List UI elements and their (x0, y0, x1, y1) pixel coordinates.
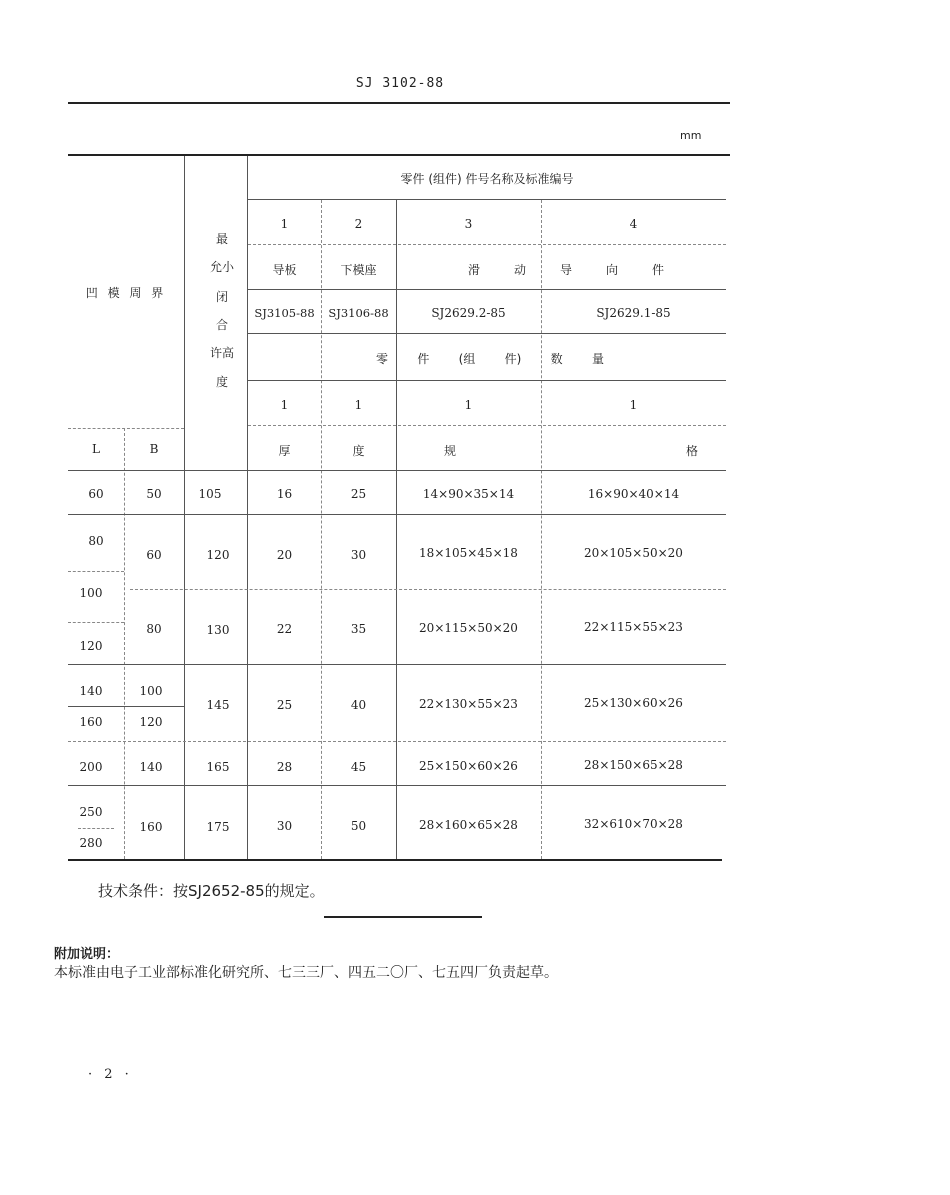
hline-250-280 (78, 828, 114, 829)
row4-s3: 20×115×50×20 (419, 621, 518, 635)
row5-B: 100 (139, 684, 163, 698)
row5-d: 40 (350, 698, 367, 712)
row8-L: 250 (79, 805, 103, 819)
row5-t: 25 (276, 698, 293, 712)
row8-d: 50 (350, 819, 367, 833)
row2-s4: 20×105×50×20 (584, 546, 683, 560)
row7-B: 140 (139, 760, 163, 774)
hline-under-perimeter (68, 428, 184, 429)
row5-H: 145 (206, 698, 230, 712)
hline-under-std (248, 333, 726, 334)
additional-notes-text: 本标准由电子工业部标准化研究所、七三三厂、四五二〇厂、七五四厂负责起草。 (54, 965, 558, 981)
table-bottom-rule (68, 859, 722, 861)
part-name-char: 导 (559, 263, 572, 277)
row1-s3: 14×90×35×14 (422, 487, 515, 501)
min-height-line-4: 合 (215, 318, 228, 332)
row7-t: 28 (276, 760, 293, 774)
subheader-L: L (92, 442, 100, 456)
hline-row5 (68, 785, 726, 786)
die-perimeter-header: 凹 模 周 界 (85, 286, 167, 300)
hline-100-120 (68, 622, 124, 623)
row3-L: 100 (79, 586, 103, 600)
hline-80-100 (68, 571, 124, 572)
part-name-char: 件 (651, 263, 664, 277)
row8-s4: 32×610×70×28 (584, 817, 683, 831)
part-number-3: 3 (464, 217, 473, 231)
row7-d: 45 (350, 760, 367, 774)
quantity-4: 1 (629, 398, 638, 412)
subheader-spec-left: 规 (443, 444, 456, 458)
row6-L: 160 (79, 715, 103, 729)
subheader-degree: 度 (352, 444, 365, 458)
row6-B: 120 (139, 715, 163, 729)
hline-row1 (68, 514, 726, 515)
row7-s3: 25×150×60×26 (419, 759, 518, 773)
row8-t: 30 (276, 819, 293, 833)
hline-row4 (68, 741, 726, 742)
hline-under-qty (248, 425, 726, 426)
table-top-rule (68, 154, 730, 156)
part-name-char: 向 (605, 263, 618, 277)
quantity-1: 1 (280, 398, 289, 412)
additional-notes-title: 附加说明： (54, 947, 120, 962)
quantity-title-part: 量 (591, 352, 604, 366)
row5-s4: 25×130×60×26 (584, 696, 683, 710)
hline-under-title (248, 199, 726, 200)
tech-conditions-note: 技术条件：按SJ2652-85的规定。 (98, 882, 325, 900)
quantity-title-part: (组 (458, 352, 476, 366)
hline-140-160 (68, 706, 184, 707)
page-number: · 2 · (88, 1067, 133, 1082)
part-name-1: 导板 (272, 263, 297, 277)
hline-row3 (68, 664, 726, 665)
subheader-B: B (149, 442, 159, 456)
row4-s4: 22×115×55×23 (584, 620, 683, 634)
standard-code: SJ 3102-88 (355, 76, 445, 91)
quantity-title-part: 件) (504, 352, 522, 366)
min-height-line-2: 允小 (209, 260, 234, 274)
row4-t: 22 (276, 622, 293, 636)
row7-s4: 28×150×65×28 (584, 758, 683, 772)
hline-under-qty-title (248, 380, 726, 381)
hline-under-names (248, 289, 726, 290)
min-height-line-5: 许高 (209, 346, 234, 360)
quantity-title-part: 零 (376, 352, 389, 366)
row1-d: 25 (350, 487, 367, 501)
row4-L: 120 (79, 639, 103, 653)
min-height-line-6: 度 (215, 375, 228, 389)
row2-B: 60 (146, 548, 162, 562)
quantity-3: 1 (464, 398, 473, 412)
row9-L: 280 (79, 836, 103, 850)
min-height-line-3: 闭 (215, 290, 228, 304)
std-number-3: SJ2629.2-85 (431, 306, 506, 320)
row7-H: 165 (206, 760, 230, 774)
part-number-1: 1 (280, 217, 289, 231)
row8-H: 175 (206, 820, 230, 834)
row8-B: 160 (139, 820, 163, 834)
part-name-2: 下模座 (340, 263, 377, 277)
row8-s3: 28×160×65×28 (419, 818, 518, 832)
row2-L: 80 (88, 534, 104, 548)
std-number-1: SJ3105-88 (254, 306, 315, 320)
std-number-2: SJ3106-88 (328, 306, 389, 320)
row5-L: 140 (79, 684, 103, 698)
row1-L: 60 (88, 487, 104, 501)
note-divider (324, 916, 482, 918)
row4-H: 130 (206, 623, 230, 637)
std-number-4: SJ2629.1-85 (596, 306, 671, 320)
row2-d: 30 (350, 548, 367, 562)
quantity-title-part: 件 (417, 352, 430, 366)
part-number-2: 2 (354, 217, 363, 231)
row7-L: 200 (79, 760, 103, 774)
subheader-thickness: 厚 (278, 444, 291, 458)
hline-under-subheaders (68, 470, 726, 471)
quantity-title (376, 350, 604, 367)
quantity-title-part: 数 (550, 352, 563, 366)
vline-after-B (184, 156, 185, 859)
hline-row2 (130, 589, 726, 590)
subheader-spec-right: 格 (685, 444, 698, 458)
row1-s4: 16×90×40×14 (587, 487, 680, 501)
row4-B: 80 (146, 622, 162, 636)
part-name-char: 动 (513, 263, 526, 277)
part-number-4: 4 (629, 217, 638, 231)
part-name-char: 滑 (468, 263, 481, 277)
row4-d: 35 (350, 622, 367, 636)
unit-label: mm (680, 129, 702, 142)
row5-s3: 22×130×55×23 (419, 697, 518, 711)
row2-H: 120 (206, 548, 230, 562)
row2-t: 20 (276, 548, 293, 562)
header-rule (68, 102, 730, 104)
parts-title: 零件 (组件) 件号名称及标准编号 (400, 172, 574, 186)
row1-B: 50 (146, 487, 162, 501)
min-height-line-1: 最 (215, 232, 228, 246)
hline-under-nums (248, 244, 726, 245)
row1-H: 105 (198, 487, 222, 501)
part-name-3-4 (468, 261, 664, 278)
row1-t: 16 (276, 487, 293, 501)
row2-s3: 18×105×45×18 (419, 546, 518, 560)
quantity-2: 1 (354, 398, 363, 412)
